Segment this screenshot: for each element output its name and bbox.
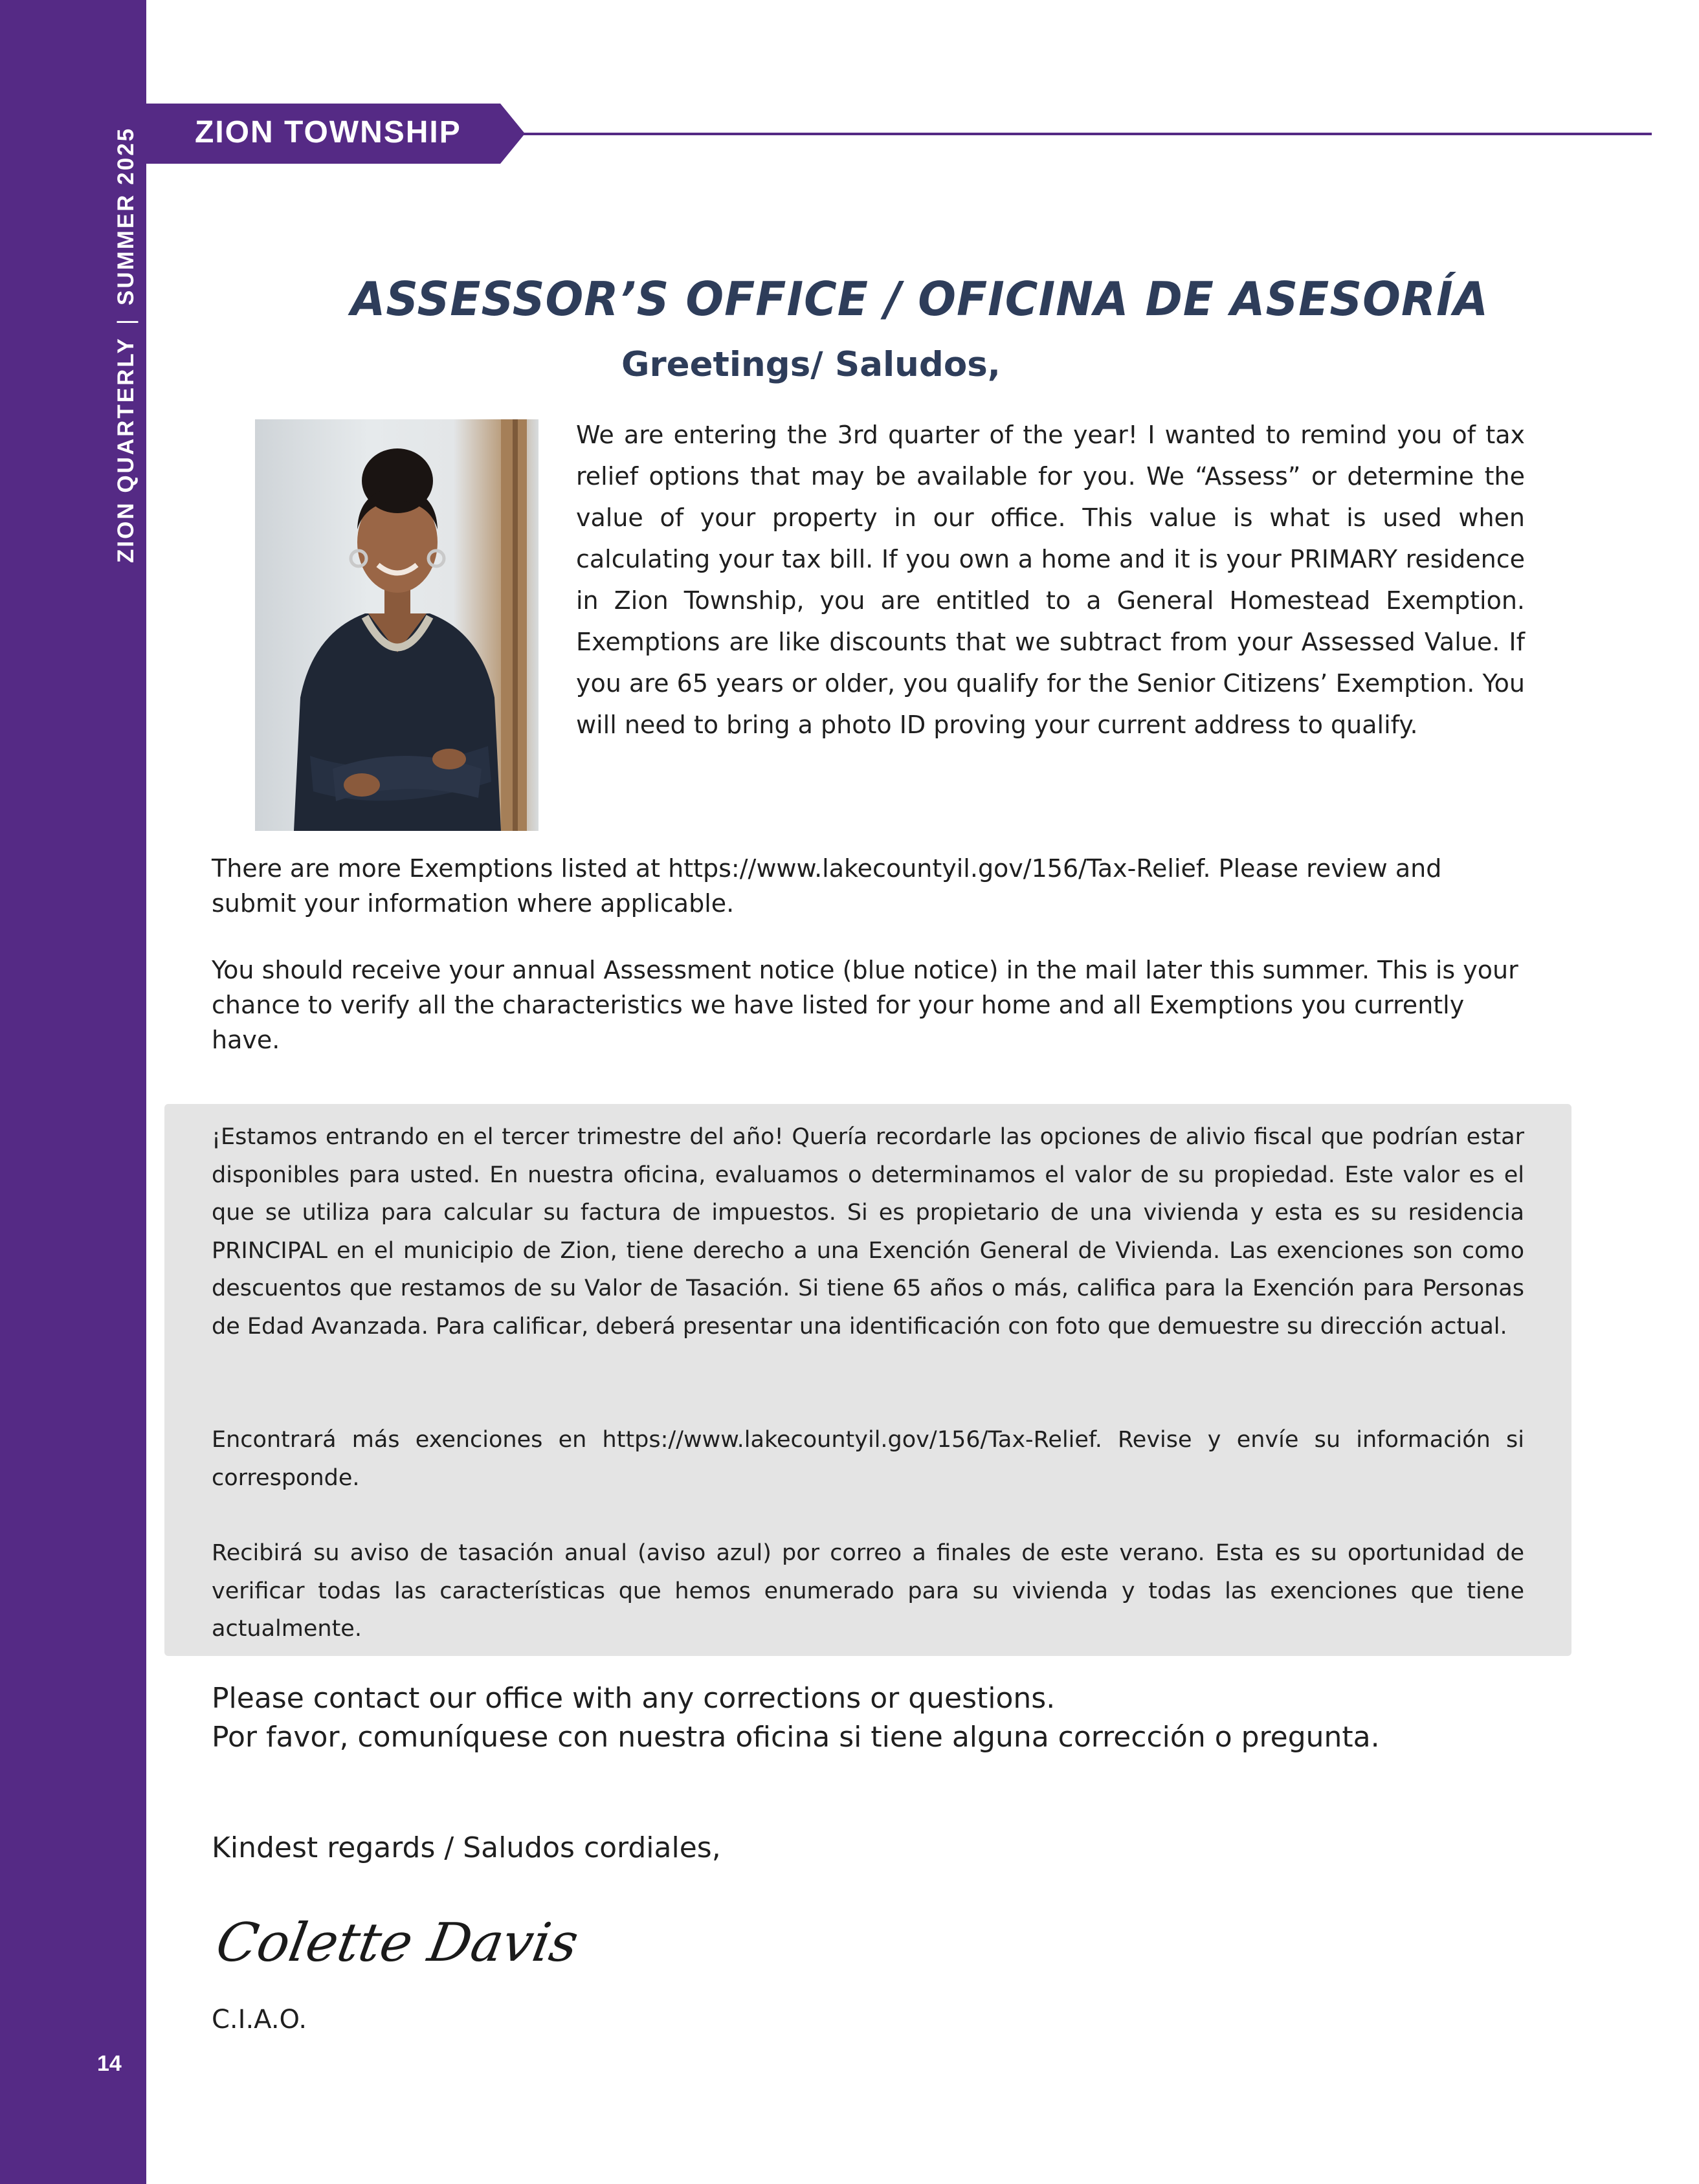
spanish-intro-paragraph: ¡Estamos entrando en el tercer trimestre del año! Quería recordarle las opciones de alivio fiscal que podrían estar disponibles para usted. En nuestra oficina, evaluamos o determinamos el valor de su propiedad. Este valor es el que se utiliza para calcular su factura de impuestos. Si es propietario de una vivienda y esta es su residencia PRINCIPAL en el municipio de Zion, tiene derecho a una Exención General de Vivienda. Las exenciones son como descuentos que restamos de su Valor de Tasación. Si tiene 65 años o más, califica para la Exención para Personas de Edad Avanzada. Para calificar, deberá presentar una identificación con foto que demuestre su dirección actual. xyxy=(212,1124,1524,1340)
greeting: Greetings/ Saludos, xyxy=(621,345,1001,384)
publication-name: ZION QUARTERLY xyxy=(113,336,139,563)
contact-statement xyxy=(212,1679,1571,1757)
portrait-photo-icon xyxy=(255,419,539,831)
sidebar-publication-label xyxy=(113,127,139,563)
spanish-exemptions-paragraph: Encontrará más exenciones en https://www.lakecountyil.gov/156/Tax-Relief. Revise y envíe su información si corresponde. xyxy=(212,1427,1524,1491)
sidebar xyxy=(0,0,146,2184)
contact-spanish: Por favor, comuníquese con nuestra oficina si tiene alguna corrección o pregunta. xyxy=(212,1721,1380,1754)
section-banner xyxy=(146,104,525,164)
signature: Colette Davis xyxy=(212,1912,583,1974)
separator: | xyxy=(113,317,139,325)
english-notice-paragraph: You should receive your annual Assessment notice (blue notice) in the mail later this summer. This is your chance to verify all the characteristics we have listed for your home and all Exemptions you currently have. xyxy=(212,956,1518,1054)
english-exemptions-paragraph: There are more Exemptions listed at https://www.lakecountyil.gov/156/Tax-Relief. Please review and submit your information where applicable. xyxy=(212,854,1442,918)
page-title: ASSESSOR’S OFFICE / OFICINA DE ASESORÍA xyxy=(350,272,1489,326)
portrait-illustration xyxy=(255,419,539,831)
page-number: 14 xyxy=(97,2051,122,2076)
season-label: SUMMER 2025 xyxy=(113,126,139,306)
spanish-translation-box xyxy=(164,1104,1571,1656)
spanish-notice-paragraph: Recibirá su aviso de tasación anual (aviso azul) por correo a finales de este verano. Esta es su oportunidad de verificar todas las características que hemos enumerado para su vivienda y todas las exenciones que tiene actualmente. xyxy=(212,1540,1524,1642)
contact-english: Please contact our office with any corrections or questions. xyxy=(212,1682,1056,1715)
banner-label: ZION TOWNSHIP xyxy=(195,115,461,149)
closing-line: Kindest regards / Saludos cordiales, xyxy=(212,1831,721,1864)
banner-divider xyxy=(518,133,1652,135)
signer-title: C.I.A.O. xyxy=(212,2005,307,2035)
english-intro-paragraph: We are entering the 3rd quarter of the year! I wanted to remind you of tax relief options that may be available for you. We “Assess” or determine the value of your property in our office. This value is what is used when calculating your tax bill. If you own a home and it is your PRIMARY residence in Zion Township, you are entitled to a General Homestead Exemption. Exemptions are like discounts that we subtract from your Assessed Value. If you are 65 years or older, you qualify for the Senior Citizens’ Exemption. You will need to bring a photo ID proving your current address to qualify. xyxy=(576,421,1525,739)
